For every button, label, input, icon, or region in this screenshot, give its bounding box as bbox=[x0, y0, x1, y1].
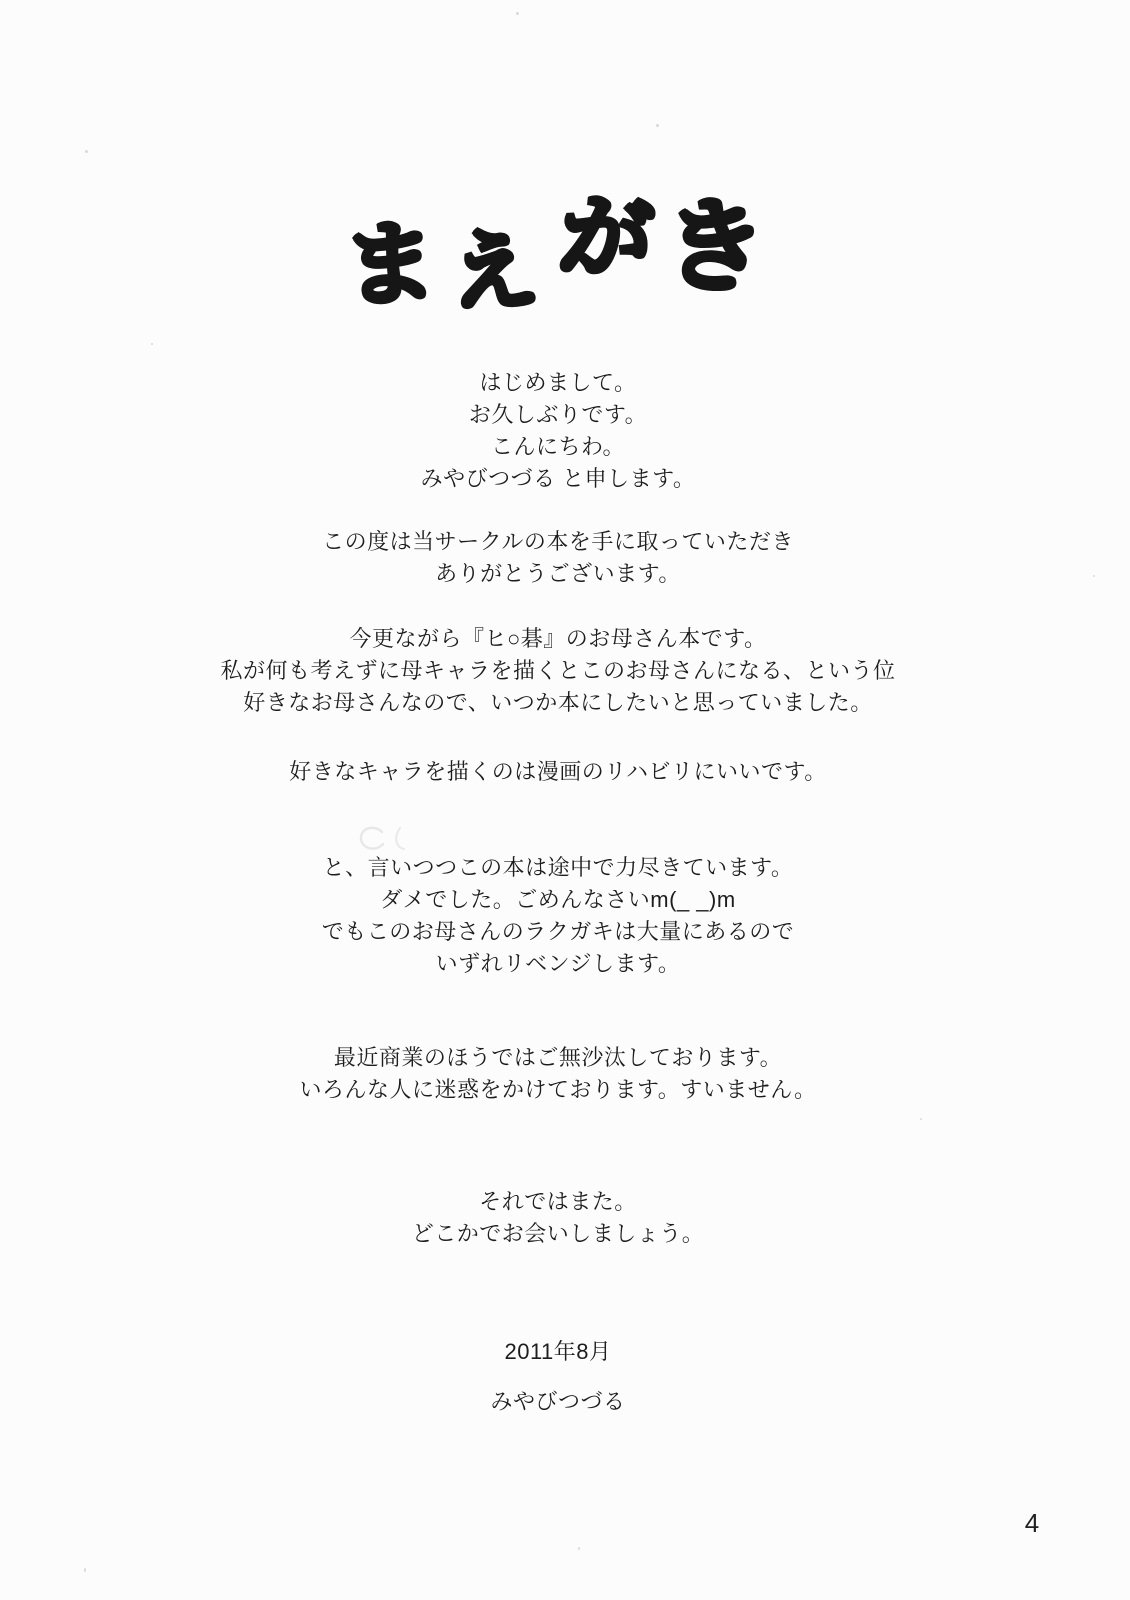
text-line: いずれリベンジします。 bbox=[435, 951, 681, 976]
page-title bbox=[0, 183, 1120, 324]
text-line: でもこのお母さんのラクガキは大量にあるので bbox=[321, 919, 795, 944]
text-line: はじめまして。 bbox=[479, 370, 637, 395]
paragraph-about-book bbox=[0, 623, 1130, 719]
date-line: 2011年8月 bbox=[504, 1339, 612, 1364]
scan-speck bbox=[920, 1118, 922, 1120]
text-line: 私が何も考えずに母キャラを描くとこのお母さんになる、という位 bbox=[220, 658, 896, 683]
paragraph-thanks bbox=[0, 526, 1130, 590]
scan-speck bbox=[151, 343, 153, 345]
text-line: ダメでした。ごめんなさいm(_ _)m bbox=[380, 887, 736, 912]
text-line: いろんな人に迷惑をかけております。すいません。 bbox=[299, 1077, 817, 1102]
text-line: この度は当サークルの本を手に取っていただき bbox=[322, 529, 794, 554]
author-name: みやびつづる bbox=[490, 1389, 626, 1414]
text-line: 好きなお母さんなので、いつか本にしたいと思っていました。 bbox=[243, 690, 873, 715]
paragraph-apology bbox=[0, 852, 1130, 980]
scan-speck bbox=[84, 1568, 86, 1572]
text-line: 好きなキャラを描くのは漫画のリハビリにいいです。 bbox=[289, 759, 827, 784]
text-line: こんにちわ。 bbox=[490, 434, 626, 459]
title-char-ki: き bbox=[662, 188, 768, 306]
scan-speck bbox=[85, 150, 88, 153]
text-line: お久しぶりです。 bbox=[468, 402, 648, 427]
paragraph-farewell bbox=[0, 1186, 1130, 1250]
text-line: 最近商業のほうではご無沙汰しております。 bbox=[333, 1045, 783, 1070]
paragraph-commercial bbox=[0, 1042, 1130, 1106]
text-line: 今更ながら『ヒ○碁』のお母さん本です。 bbox=[349, 626, 767, 651]
scan-speck bbox=[1093, 575, 1095, 577]
text-line: それではまた。 bbox=[479, 1189, 637, 1214]
text-line: みやびつづる と申します。 bbox=[420, 466, 696, 491]
scan-speck bbox=[578, 1547, 580, 1550]
title-char-ga: が bbox=[554, 183, 658, 295]
scan-speck bbox=[656, 124, 659, 127]
scan-speck bbox=[516, 12, 519, 15]
text-line: どこかでお会いしましょう。 bbox=[411, 1221, 705, 1246]
text-line: と、言いつつこの本は途中で力尽きています。 bbox=[322, 855, 794, 880]
text-line: ありがとうございます。 bbox=[435, 561, 681, 586]
title-char-ma: ま bbox=[342, 212, 438, 318]
title-char-e: え bbox=[446, 219, 542, 324]
paragraph-rehab bbox=[0, 756, 1130, 788]
paragraph-intro bbox=[0, 367, 1130, 495]
page-number: 4 bbox=[1024, 1508, 1040, 1538]
